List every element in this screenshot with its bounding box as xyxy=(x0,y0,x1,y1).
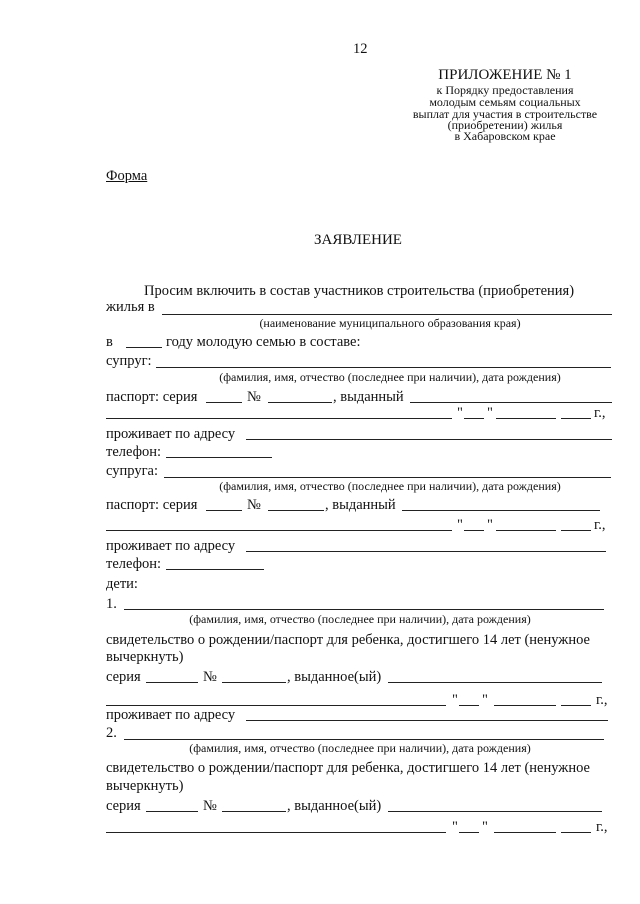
child-number: 2. xyxy=(106,725,117,741)
passport-series-label: паспорт: серия xyxy=(106,389,198,405)
address-label: проживает по адресу xyxy=(106,538,236,554)
children-label: дети: xyxy=(106,576,138,592)
number-sign: № xyxy=(247,389,261,405)
child2-series-field[interactable] xyxy=(146,811,198,812)
number-sign: № xyxy=(247,497,261,513)
child1-series-field[interactable] xyxy=(146,682,198,683)
year-text: году молодую семью в составе: xyxy=(166,334,361,350)
husband-label: супруг: xyxy=(106,353,152,369)
appendix-line: к Порядку предоставления xyxy=(436,83,574,97)
passport-series-label: паспорт: серия xyxy=(106,497,198,513)
husband-issue-month-field[interactable] xyxy=(496,418,556,419)
child2-number-field[interactable] xyxy=(222,811,286,812)
cross-out-text: вычеркнуть) xyxy=(106,649,184,665)
child2-issue-month-field[interactable] xyxy=(494,832,556,833)
child1-name-field[interactable] xyxy=(124,609,604,610)
wife-name-field[interactable] xyxy=(164,477,611,478)
husband-issued-by-field[interactable] xyxy=(410,402,612,403)
wife-address-field[interactable] xyxy=(246,551,606,552)
husband-address-field[interactable] xyxy=(246,439,612,440)
date-quote-close: " xyxy=(482,819,488,835)
child2-issued-by-field[interactable] xyxy=(388,811,602,812)
year-suffix: г., xyxy=(596,819,608,835)
municipality-caption: (наименование муниципального образования края) xyxy=(259,316,521,330)
certificate-text: свидетельство о рождении/паспорт для ребенка, достигшего 14 лет (ненужное xyxy=(106,760,590,776)
address-label: проживает по адресу xyxy=(106,426,236,442)
date-quote-open: " xyxy=(452,692,458,708)
husband-passport-series-field[interactable] xyxy=(206,402,242,403)
address-label: проживает по адресу xyxy=(106,707,236,723)
certificate-text: свидетельство о рождении/паспорт для ребенка, достигшего 14 лет (ненужное xyxy=(106,632,590,648)
year-prefix: в xyxy=(106,334,113,350)
cross-out-text: вычеркнуть) xyxy=(106,778,184,794)
child1-issued-by-field[interactable] xyxy=(388,682,602,683)
husband-phone-field[interactable] xyxy=(166,457,272,458)
child2-issue-day-field[interactable] xyxy=(459,832,479,833)
phone-label: телефон: xyxy=(106,444,162,460)
year-suffix: г., xyxy=(596,692,608,708)
appendix-line: выплат для участия в строительстве xyxy=(412,107,598,121)
issued-by-label: , выданный xyxy=(333,389,404,405)
person-caption: (фамилия, имя, отчество (последнее при наличии), дата рождения) xyxy=(189,612,531,626)
intro-line: Просим включить в состав участников строительства (приобретения) xyxy=(144,283,575,299)
date-quote-open: " xyxy=(457,517,463,533)
number-sign: № xyxy=(203,669,217,685)
appendix-title: ПРИЛОЖЕНИЕ № 1 xyxy=(438,67,572,83)
document-heading: ЗАЯВЛЕНИЕ xyxy=(314,232,402,248)
wife-issue-year-field[interactable] xyxy=(561,530,591,531)
issued-by-label: , выданный xyxy=(325,497,396,513)
year-field[interactable] xyxy=(126,347,162,348)
appendix-line: (приобретении) жилья xyxy=(447,118,563,132)
date-quote-open: " xyxy=(457,405,463,421)
year-suffix: г., xyxy=(594,517,606,533)
series-label: серия xyxy=(106,798,141,814)
year-suffix: г., xyxy=(594,405,606,421)
wife-issue-day-field[interactable] xyxy=(464,530,484,531)
date-quote-close: " xyxy=(482,692,488,708)
appendix-line: молодым семьям социальных xyxy=(429,95,581,109)
child1-issued-by-field-2[interactable] xyxy=(106,705,446,706)
date-quote-open: " xyxy=(452,819,458,835)
wife-label: супруга: xyxy=(106,463,158,479)
husband-issue-year-field[interactable] xyxy=(561,418,591,419)
husband-issued-by-field-2[interactable] xyxy=(106,418,452,419)
date-quote-close: " xyxy=(487,405,493,421)
page-number: 12 xyxy=(353,41,368,57)
date-quote-close: " xyxy=(487,517,493,533)
wife-issue-month-field[interactable] xyxy=(496,530,556,531)
phone-label: телефон: xyxy=(106,556,162,572)
intro-line2: жилья в xyxy=(106,299,155,315)
child2-issued-by-field-2[interactable] xyxy=(106,832,446,833)
form-label: Форма xyxy=(106,168,148,184)
child2-issue-year-field[interactable] xyxy=(561,832,591,833)
wife-issued-by-field[interactable] xyxy=(402,510,600,511)
municipality-field[interactable] xyxy=(162,314,612,315)
wife-passport-series-field[interactable] xyxy=(206,510,242,511)
child1-issue-day-field[interactable] xyxy=(459,705,479,706)
issued-by-child-label: , выданное(ый) xyxy=(287,669,382,685)
appendix-line: в Хабаровском крае xyxy=(454,129,556,143)
child1-issue-year-field[interactable] xyxy=(561,705,591,706)
husband-name-field[interactable] xyxy=(156,367,611,368)
husband-issue-day-field[interactable] xyxy=(464,418,484,419)
person-caption: (фамилия, имя, отчество (последнее при наличии), дата рождения) xyxy=(189,741,531,755)
child1-address-field[interactable] xyxy=(246,720,608,721)
husband-passport-number-field[interactable] xyxy=(268,402,332,403)
person-caption: (фамилия, имя, отчество (последнее при наличии), дата рождения) xyxy=(219,479,561,493)
child1-issue-month-field[interactable] xyxy=(494,705,556,706)
series-label: серия xyxy=(106,669,141,685)
wife-phone-field[interactable] xyxy=(166,569,264,570)
wife-issued-by-field-2[interactable] xyxy=(106,530,452,531)
issued-by-child-label: , выданное(ый) xyxy=(287,798,382,814)
child2-name-field[interactable] xyxy=(124,739,604,740)
child-number: 1. xyxy=(106,596,117,612)
child1-number-field[interactable] xyxy=(222,682,286,683)
person-caption: (фамилия, имя, отчество (последнее при наличии), дата рождения) xyxy=(219,370,561,384)
wife-passport-number-field[interactable] xyxy=(268,510,324,511)
number-sign: № xyxy=(203,798,217,814)
